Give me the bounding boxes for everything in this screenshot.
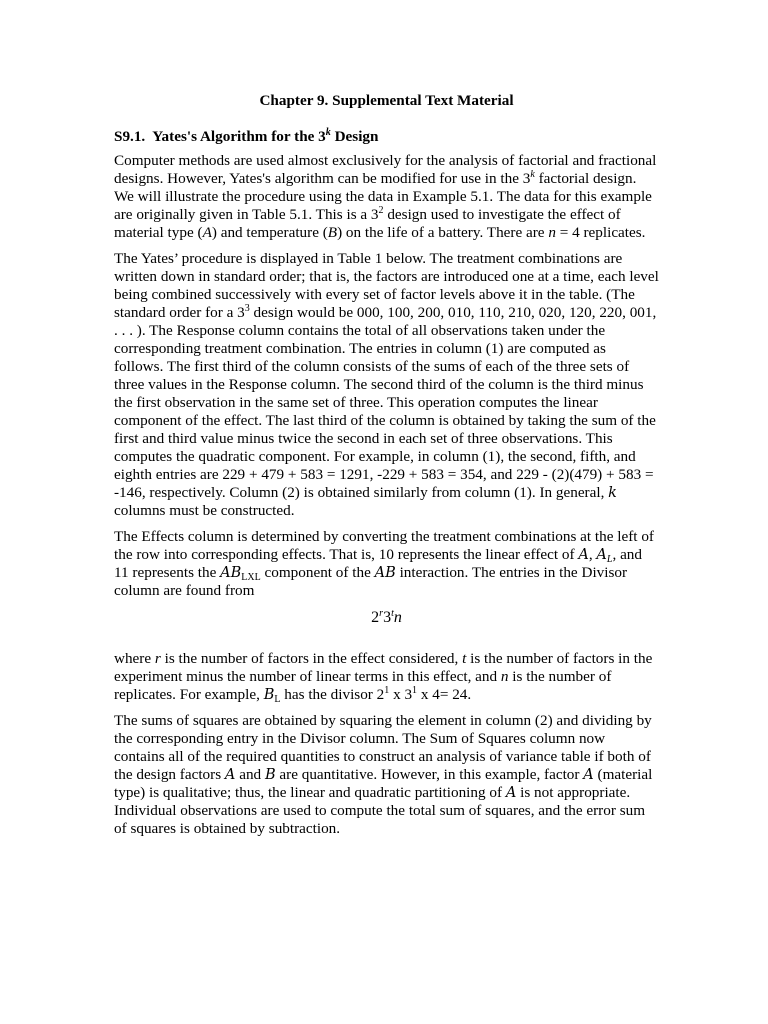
text-line: ) and temperature (	[211, 224, 328, 241]
text-line: material type (	[114, 224, 203, 241]
text-line: The Effects column is determined by converting the treatment combinations at the left of	[114, 528, 654, 545]
text-line: component of the effect. The last third of the column is obtained by taking the sum of the	[114, 412, 656, 429]
text-line: designs. However, Yates's algorithm can be modified for use in the 3	[114, 170, 531, 187]
italic-term: n	[548, 224, 556, 241]
superscript: 1	[384, 685, 390, 696]
text-line: of squares is obtained by subtraction.	[114, 820, 341, 837]
text-line: three values in the Response column. The second third of the column is the third minus	[114, 376, 644, 393]
superscript: 2	[378, 205, 384, 216]
equation-exponent: r	[379, 608, 384, 619]
subscript: LXL	[241, 572, 261, 583]
page-content	[114, 91, 659, 846]
text-line: contains all of the required quantities to construct an analysis of variance table if both of	[114, 748, 651, 765]
math-symbol: B	[263, 687, 275, 703]
text-line: has the divisor 2	[280, 686, 385, 703]
text-line: are quantitative. However, in this example, factor	[275, 766, 584, 783]
text-line: is the number of factors in the	[466, 650, 653, 667]
superscript: k	[530, 169, 535, 180]
math-symbol: A	[596, 547, 607, 563]
text-line: is not appropriate.	[516, 784, 631, 801]
text-line: standard order for a 3	[114, 304, 245, 321]
section-title-superscript: k	[325, 127, 331, 138]
text-line: type) is qualitative; thus, the linear and quadratic partitioning of	[114, 784, 506, 801]
equation-base: 3	[383, 609, 392, 626]
text-line: Individual observations are used to compute the total sum of squares, and the error sum	[114, 802, 646, 819]
italic-term: n	[500, 668, 509, 685]
text-line: experiment minus the number of linear terms in this effect, and	[114, 668, 501, 685]
divisor-equation	[114, 608, 659, 628]
text-line: first and third value minus twice the second in each set of three observations. This	[114, 430, 613, 447]
text-line: ) on the life of a battery. There are	[337, 224, 549, 241]
subscript: L	[606, 554, 613, 565]
text-line: component of the	[260, 564, 375, 581]
math-symbol: A	[583, 767, 594, 783]
italic-term: t	[462, 650, 467, 667]
text-line: replicates. For example,	[114, 686, 264, 703]
text-line: , and	[612, 546, 642, 563]
text-line: columns must be constructed.	[114, 502, 295, 519]
math-symbol: B	[264, 767, 276, 783]
text-line: The Yates’ procedure is displayed in Table 1 below. The treatment combinations are	[114, 250, 623, 267]
text-line: the first observation in the same set of three. This operation computes the linear	[114, 394, 598, 411]
paragraph-effects	[114, 528, 659, 600]
text-line: ,	[588, 546, 597, 563]
text-line: corresponding treatment combination. The entries in column (1) are computed as	[114, 340, 606, 357]
text-line: x 4= 24.	[417, 686, 472, 703]
equation-base: 2	[371, 609, 380, 626]
text-line: design used to investigate the effect of	[383, 206, 621, 223]
italic-term: B	[327, 224, 338, 241]
text-line: is the number of factors in the effect considered,	[160, 650, 463, 667]
italic-term: k	[608, 485, 617, 501]
math-symbol: AB	[220, 565, 242, 581]
paragraph-sums-of-squares	[114, 712, 659, 838]
text-line: eighth entries are 229 + 479 + 583 = 1291, -229 + 583 = 354, and 229 - (2)(479) + 583 =	[114, 466, 654, 483]
text-line: . . . ). The Response column contains the total of all observations taken under the	[114, 322, 606, 339]
text-line: computes the quadratic component. For example, in column (1), the second, fifth, and	[114, 448, 636, 465]
chapter-title: Chapter 9. Supplemental Text Material	[259, 92, 514, 109]
math-symbol: A	[224, 767, 236, 783]
text-line: the corresponding entry in the Divisor column. The Sum of Squares column now	[114, 730, 606, 747]
text-line: column are found from	[114, 582, 255, 599]
text-line: interaction. The entries in the Divisor	[395, 564, 628, 581]
subscript: L	[274, 694, 281, 705]
section-heading	[114, 127, 659, 147]
paragraph-divisor	[114, 650, 659, 704]
text-line: written down in standard order; that is, the factors are introduced one at a time, each level	[114, 268, 659, 285]
paragraph-procedure	[114, 250, 659, 520]
text-line: = 4 replicates.	[555, 224, 646, 241]
italic-term: A	[202, 224, 212, 241]
section-title-prefix: Yates's Algorithm for the 3	[152, 128, 326, 145]
superscript: 3	[244, 303, 250, 314]
section-number: S9.1.	[114, 128, 146, 145]
text-line: design would be 000, 100, 200, 010, 110, 210, 020, 120, 220, 001,	[249, 304, 657, 321]
text-line: are originally given in Table 5.1. This is a 3	[114, 206, 379, 223]
math-symbol: A	[505, 785, 517, 801]
section-title-suffix: Design	[330, 128, 379, 145]
equation-exponent: t	[391, 608, 394, 619]
italic-term: r	[154, 650, 161, 667]
paragraph-intro	[114, 152, 659, 242]
text-line: factorial design.	[534, 170, 637, 187]
text-line: We will illustrate the procedure using the data in Example 5.1. The data for this example	[114, 188, 652, 205]
text-line: and	[235, 766, 265, 783]
text-line: Computer methods are used almost exclusively for the analysis of factorial and fractional	[114, 152, 657, 169]
text-line: x 3	[389, 686, 413, 703]
text-line: the row into corresponding effects. That is, 10 represents the linear effect of	[114, 546, 579, 563]
text-line: the design factors	[114, 766, 225, 783]
text-line: 11 represents the	[114, 564, 221, 581]
math-symbol: A	[578, 547, 589, 563]
superscript: 1	[412, 685, 418, 696]
equation-variable: n	[393, 609, 402, 626]
text-line: being combined successively with every set of factor levels above it in the table. (The	[114, 286, 635, 303]
text-line: where	[114, 650, 155, 667]
math-symbol: AB	[374, 565, 396, 581]
text-line: follows. The first third of the column consists of the sums of each of the three sets of	[114, 358, 630, 375]
text-line: (material	[593, 766, 653, 783]
text-line: The sums of squares are obtained by squaring the element in column (2) and dividing by	[114, 712, 652, 729]
text-line: is the number of	[508, 668, 612, 685]
text-line: -146, respectively. Column (2) is obtained similarly from column (1). In general,	[114, 484, 609, 501]
